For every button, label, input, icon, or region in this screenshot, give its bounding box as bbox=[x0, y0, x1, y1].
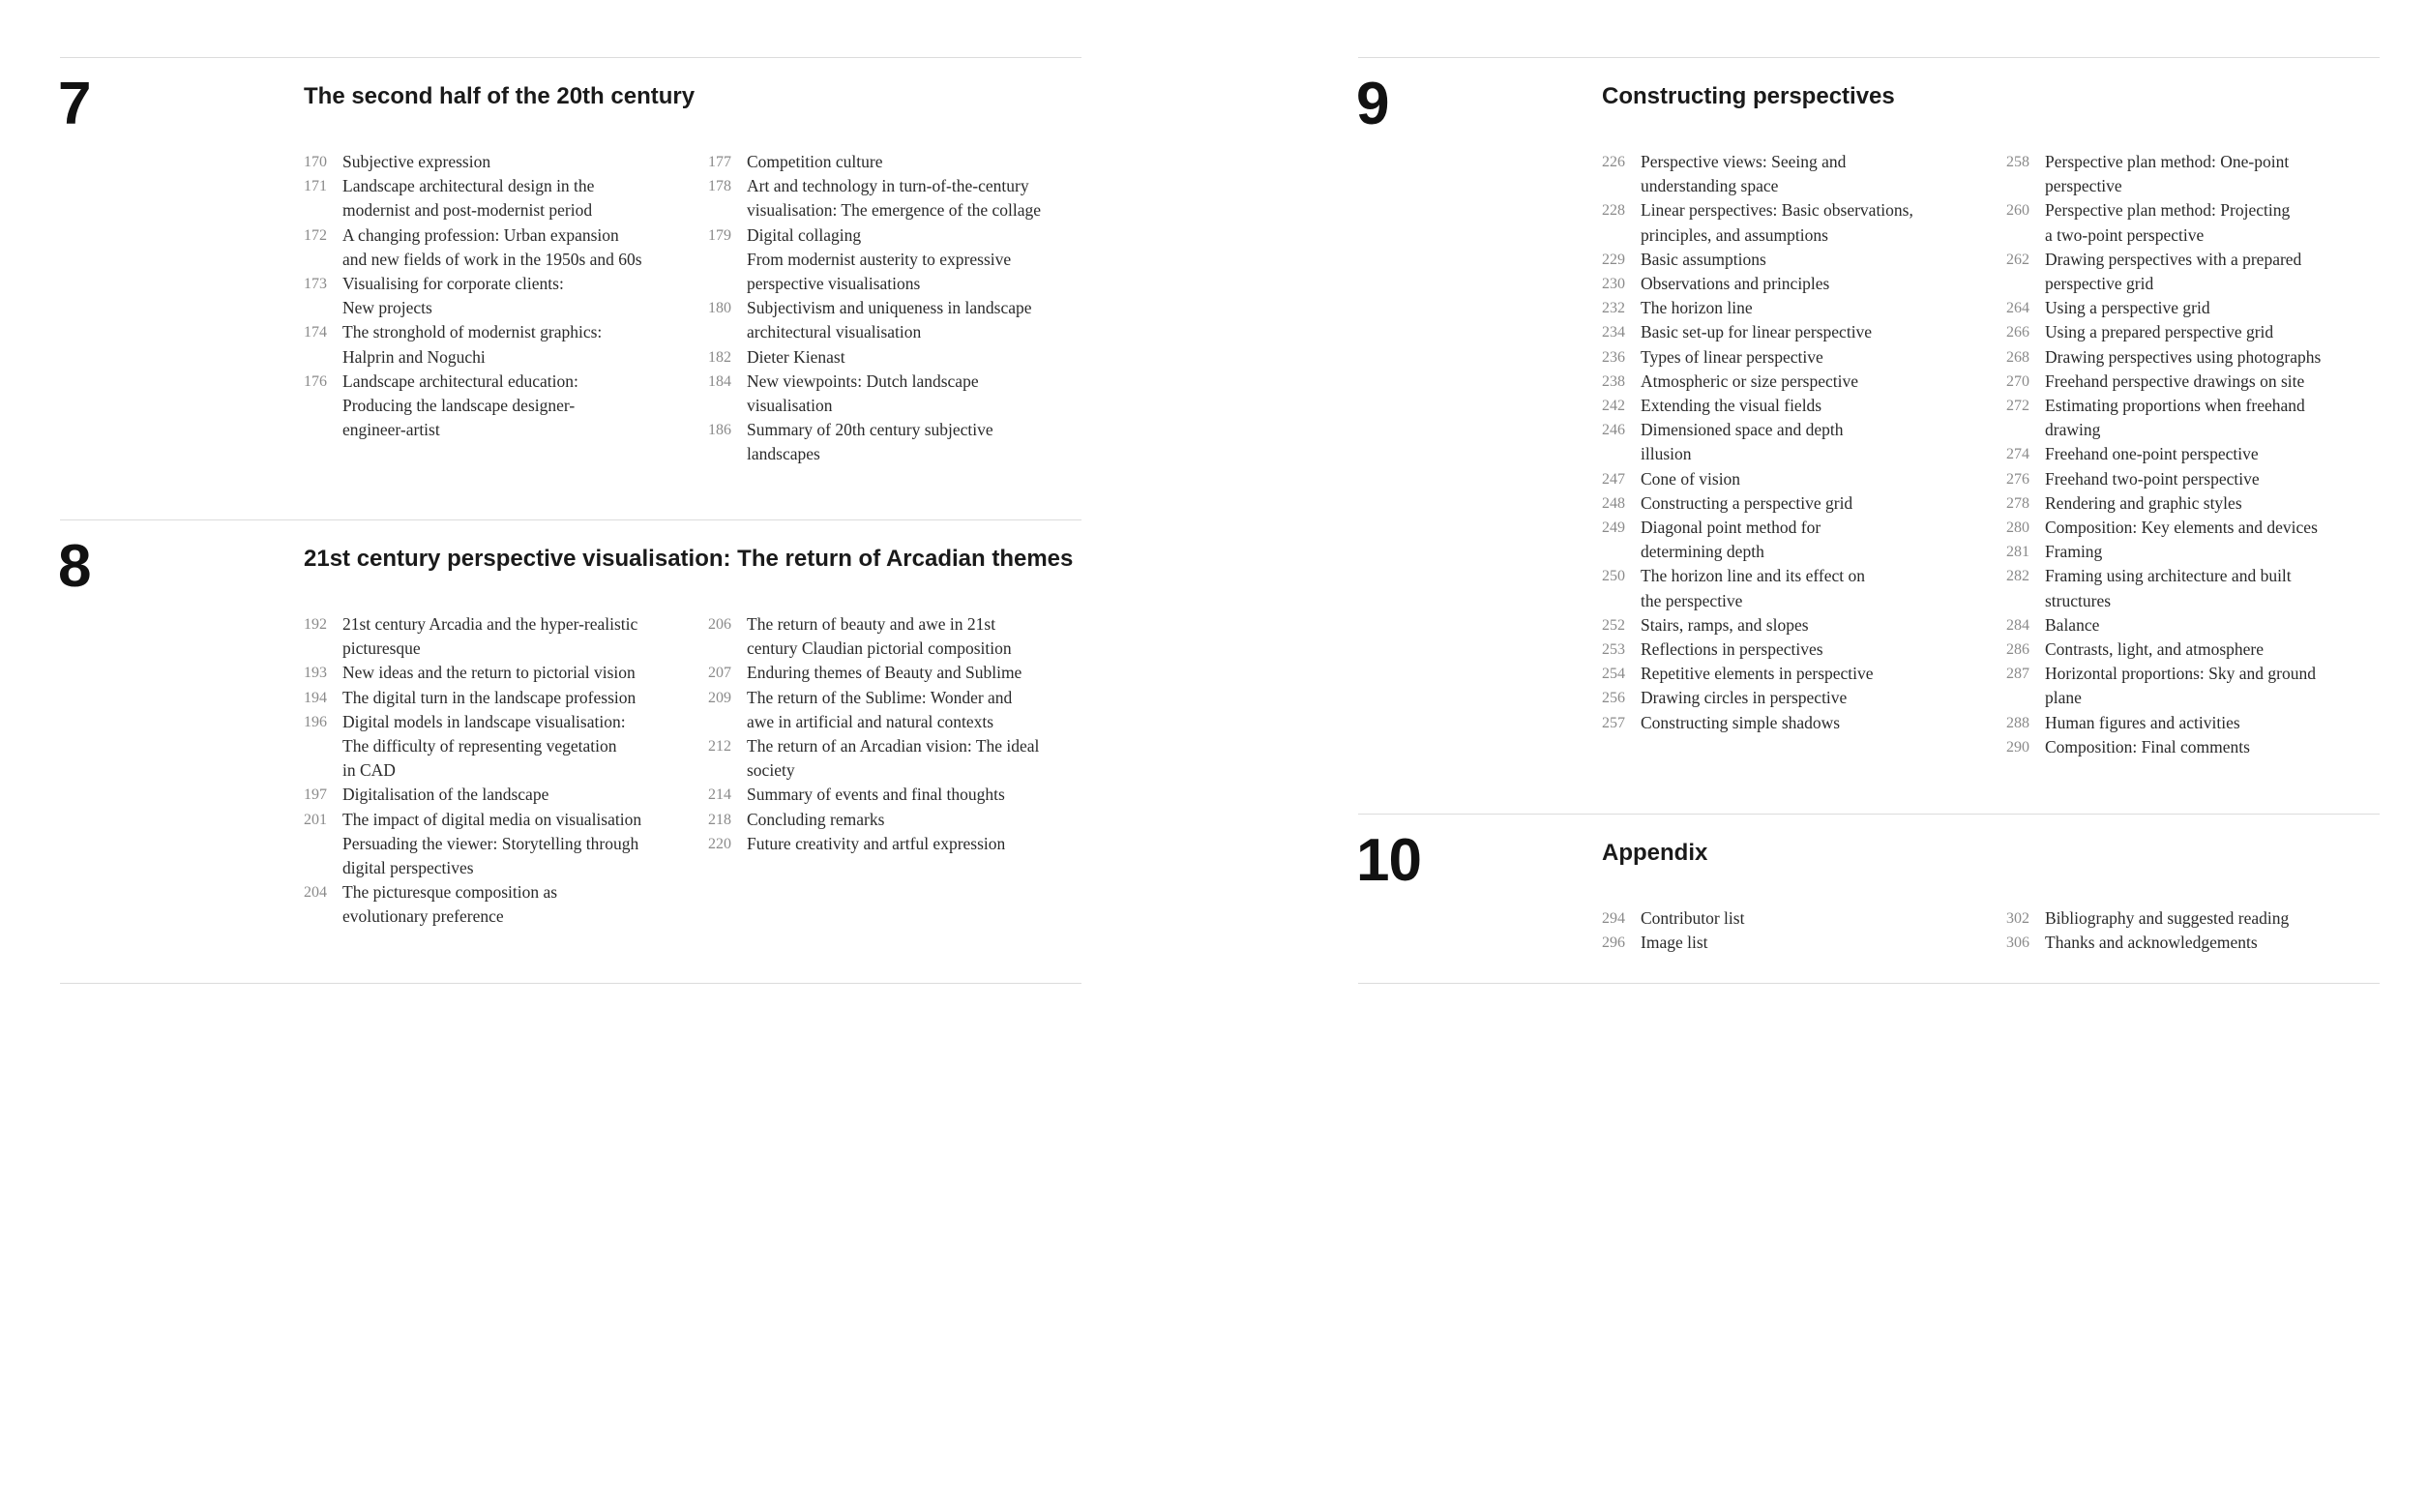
entry-title: Thanks and acknowledgements bbox=[2045, 933, 2258, 953]
entry-title: The return of an Arcadian vision: The ideal society bbox=[747, 736, 1040, 781]
toc-entry bbox=[1602, 418, 2006, 466]
toc-entry bbox=[1602, 272, 2006, 296]
entry-title: Drawing circles in perspective bbox=[1641, 688, 1848, 708]
toc-entry bbox=[708, 345, 1112, 370]
entry-title: Drawing perspectives using photographs bbox=[2045, 346, 2322, 367]
entry-title: Visualising for corporate clients: New projects bbox=[342, 274, 564, 318]
page-number: 228 bbox=[1602, 202, 1625, 220]
page-number: 201 bbox=[304, 811, 327, 828]
toc-entry bbox=[1602, 516, 2006, 564]
entry-title: Concluding remarks bbox=[747, 809, 885, 829]
chapter-title: The second half of the 20th century bbox=[304, 83, 696, 109]
toc-entry bbox=[1602, 711, 2006, 735]
toc-entry bbox=[304, 710, 708, 784]
toc-entry bbox=[1602, 931, 2006, 955]
entry-title: Perspective views: Seeing and understanding space bbox=[1641, 152, 1847, 196]
entry-title: Estimating proportions when freehand drawing bbox=[2045, 396, 2305, 440]
toc-entry bbox=[708, 150, 1112, 174]
entry-title: Framing bbox=[2045, 542, 2103, 562]
entry-title: Perspective plan method: One-point perspective bbox=[2045, 152, 2290, 196]
entry-title: Cone of vision bbox=[1641, 468, 1741, 489]
toc-entry bbox=[1602, 198, 2006, 247]
entry-title: Reflections in perspectives bbox=[1641, 639, 1823, 660]
toc-entry bbox=[304, 808, 708, 881]
entry-title: Contributor list bbox=[1641, 908, 1745, 928]
page-number: 207 bbox=[708, 665, 731, 682]
page-number: 282 bbox=[2006, 568, 2029, 585]
toc-entry bbox=[1602, 370, 2006, 394]
page-number: 256 bbox=[1602, 690, 1625, 707]
page-number: 192 bbox=[304, 616, 327, 633]
toc-entry bbox=[304, 174, 708, 222]
page-number: 193 bbox=[304, 665, 327, 682]
toc-entry bbox=[1602, 150, 2006, 198]
toc-entry bbox=[708, 612, 1112, 661]
entry-title: Using a prepared perspective grid bbox=[2045, 322, 2274, 342]
toc-entry bbox=[2006, 637, 2411, 662]
entry-title: Using a perspective grid bbox=[2045, 298, 2210, 318]
toc-entry bbox=[2006, 906, 2411, 931]
toc-entry bbox=[708, 296, 1112, 344]
toc-entry bbox=[2006, 613, 2411, 637]
page-number: 218 bbox=[708, 811, 731, 828]
entry-title: Constructing a perspective grid bbox=[1641, 492, 1853, 513]
toc-entry bbox=[2006, 711, 2411, 735]
chapter-number: 9 bbox=[1356, 71, 1389, 137]
page-number: 302 bbox=[2006, 910, 2029, 927]
entry-title: Freehand perspective drawings on site bbox=[2045, 371, 2305, 391]
toc-columns bbox=[304, 150, 1112, 467]
page-number: 274 bbox=[2006, 446, 2029, 463]
page-number: 242 bbox=[1602, 398, 1625, 415]
toc-entry bbox=[2006, 516, 2411, 540]
toc-entry bbox=[1602, 296, 2006, 320]
page-number: 266 bbox=[2006, 324, 2029, 341]
toc-entry bbox=[708, 418, 1112, 466]
entry-title: Digital models in landscape visualisation: The difficulty of representing vegetation in CAD bbox=[342, 711, 626, 781]
page-number: 214 bbox=[708, 786, 731, 804]
divider bbox=[60, 57, 1081, 58]
entry-title: A changing profession: Urban expansion and new fields of work in the 1950s and 60s bbox=[342, 224, 642, 269]
entry-title: The horizon line and its effect on the perspective bbox=[1641, 566, 1865, 610]
toc-entry bbox=[1602, 394, 2006, 418]
toc-entry bbox=[708, 832, 1112, 856]
toc-column bbox=[2006, 150, 2411, 759]
chapter-number: 8 bbox=[58, 533, 91, 600]
page-number: 278 bbox=[2006, 494, 2029, 512]
toc-column bbox=[1602, 150, 2006, 759]
entry-title: Art and technology in turn-of-the-century visualisation: The emergence of the collage bbox=[747, 176, 1042, 221]
toc-column bbox=[304, 150, 708, 467]
chapter-title: 21st century perspective visualisation: The return of Arcadian themes bbox=[304, 546, 1074, 572]
toc-entry bbox=[304, 150, 708, 174]
page-number: 171 bbox=[304, 178, 327, 195]
entry-title: Atmospheric or size perspective bbox=[1641, 371, 1858, 391]
page-number: 270 bbox=[2006, 372, 2029, 390]
page-number: 247 bbox=[1602, 470, 1625, 488]
entry-title: Extending the visual fields bbox=[1641, 396, 1822, 416]
entry-title: Future creativity and artful expression bbox=[747, 833, 1006, 853]
toc-columns bbox=[304, 612, 1112, 930]
page-number: 177 bbox=[708, 154, 731, 170]
entry-title: Balance bbox=[2045, 614, 2100, 635]
page-number: 281 bbox=[2006, 544, 2029, 561]
page-number: 290 bbox=[2006, 738, 2029, 756]
entry-title: Human figures and activities bbox=[2045, 712, 2240, 732]
toc-entry bbox=[2006, 442, 2411, 466]
page-number: 173 bbox=[304, 276, 327, 293]
toc-column bbox=[304, 612, 708, 930]
page-number: 280 bbox=[2006, 519, 2029, 537]
toc-entry bbox=[304, 370, 708, 443]
divider bbox=[60, 519, 1081, 520]
toc-entry bbox=[1602, 637, 2006, 662]
chapter-10-section bbox=[1358, 814, 2380, 984]
entry-title: Freehand two-point perspective bbox=[2045, 468, 2260, 489]
toc-entry bbox=[2006, 394, 2411, 442]
toc-entry bbox=[2006, 564, 2411, 612]
entry-title: The return of beauty and awe in 21st century Claudian pictorial composition bbox=[747, 614, 1012, 659]
toc-entry bbox=[304, 320, 708, 369]
entry-title: Digitalisation of the landscape bbox=[342, 785, 549, 805]
toc-column bbox=[708, 612, 1112, 930]
page-number: 182 bbox=[708, 348, 731, 366]
toc-column bbox=[708, 150, 1112, 467]
toc-columns bbox=[1602, 906, 2411, 955]
entry-title: Summary of 20th century subjective landscapes bbox=[747, 420, 993, 464]
page-number: 226 bbox=[1602, 154, 1625, 170]
toc-entry bbox=[708, 686, 1112, 734]
entry-title: 21st century Arcadia and the hyper-realistic picturesque bbox=[342, 614, 638, 659]
entry-title: Drawing perspectives with a prepared perspective grid bbox=[2045, 249, 2302, 294]
page-number: 246 bbox=[1602, 422, 1625, 439]
page-number: 220 bbox=[708, 835, 731, 852]
entry-title: The return of the Sublime: Wonder and awe in artificial and natural contexts bbox=[747, 687, 1013, 731]
page-number: 272 bbox=[2006, 398, 2029, 415]
entry-title: Diagonal point method for determining depth bbox=[1641, 518, 1821, 562]
entry-title: Basic set-up for linear perspective bbox=[1641, 322, 1873, 342]
toc-entry bbox=[2006, 370, 2411, 394]
chapter-8-section bbox=[60, 519, 1081, 984]
divider bbox=[60, 983, 1081, 984]
page-number: 287 bbox=[2006, 666, 2029, 683]
page-number: 286 bbox=[2006, 641, 2029, 659]
page-number: 170 bbox=[304, 154, 327, 170]
toc-entry bbox=[2006, 198, 2411, 247]
chapter-9-section bbox=[1358, 57, 2380, 814]
page-number: 174 bbox=[304, 324, 327, 341]
page-number: 262 bbox=[2006, 251, 2029, 268]
page-number: 197 bbox=[304, 786, 327, 804]
page-number: 264 bbox=[2006, 300, 2029, 317]
entry-title: The horizon line bbox=[1641, 298, 1753, 318]
entry-title: New ideas and the return to pictorial vision bbox=[342, 663, 636, 683]
page-number: 276 bbox=[2006, 470, 2029, 488]
entry-title: Dieter Kienast bbox=[747, 346, 845, 367]
toc-entry bbox=[1602, 613, 2006, 637]
toc-entry bbox=[2006, 662, 2411, 710]
entry-title: Image list bbox=[1641, 933, 1708, 953]
page-number: 248 bbox=[1602, 494, 1625, 512]
entry-title: The stronghold of modernist graphics: Halprin and Noguchi bbox=[342, 322, 603, 367]
page-number: 260 bbox=[2006, 202, 2029, 220]
entry-title: New viewpoints: Dutch landscape visualisation bbox=[747, 371, 979, 416]
entry-title: Subjectivism and uniqueness in landscape architectural visualisation bbox=[747, 298, 1032, 342]
page-number: 176 bbox=[304, 372, 327, 390]
page-number: 254 bbox=[1602, 666, 1625, 683]
page-number: 257 bbox=[1602, 714, 1625, 731]
page-number: 268 bbox=[2006, 348, 2029, 366]
toc-entry bbox=[304, 880, 708, 929]
page-number: 253 bbox=[1602, 641, 1625, 659]
entry-title: The impact of digital media on visualisation Persuading the viewer: Storytelling through digital perspectives bbox=[342, 809, 642, 878]
toc-columns bbox=[1602, 150, 2411, 759]
entry-title: Contrasts, light, and atmosphere bbox=[2045, 639, 2265, 660]
toc-column bbox=[2006, 906, 2411, 955]
entry-title: Freehand one-point perspective bbox=[2045, 444, 2259, 464]
toc-entry bbox=[2006, 248, 2411, 296]
toc-entry bbox=[304, 223, 708, 272]
page-number: 180 bbox=[708, 300, 731, 317]
entry-title: Composition: Key elements and devices bbox=[2045, 518, 2318, 538]
page-number: 296 bbox=[1602, 934, 1625, 952]
toc-entry bbox=[2006, 467, 2411, 491]
page-number: 238 bbox=[1602, 372, 1625, 390]
chapter-title: Appendix bbox=[1602, 840, 1708, 866]
toc-entry bbox=[1602, 467, 2006, 491]
toc-entry bbox=[708, 734, 1112, 783]
page-number: 234 bbox=[1602, 324, 1625, 341]
toc-entry bbox=[2006, 931, 2411, 955]
toc-entry bbox=[304, 661, 708, 685]
entry-title: Linear perspectives: Basic observations, principles, and assumptions bbox=[1641, 200, 1913, 245]
chapter-number: 7 bbox=[58, 71, 91, 137]
entry-title: Horizontal proportions: Sky and ground plane bbox=[2045, 664, 2316, 708]
toc-entry bbox=[1602, 248, 2006, 272]
toc-entry bbox=[2006, 540, 2411, 564]
toc-entry bbox=[1602, 906, 2006, 931]
page-number: 306 bbox=[2006, 934, 2029, 952]
toc-entry bbox=[2006, 735, 2411, 759]
chapter-7-section bbox=[60, 57, 1081, 519]
entry-title: Perspective plan method: Projecting a two-point perspective bbox=[2045, 200, 2291, 245]
page-number: 288 bbox=[2006, 714, 2029, 731]
entry-title: Repetitive elements in perspective bbox=[1641, 664, 1874, 684]
page-number: 212 bbox=[708, 738, 731, 756]
page-number: 294 bbox=[1602, 910, 1625, 927]
page-number: 232 bbox=[1602, 300, 1625, 317]
toc-entry bbox=[708, 661, 1112, 685]
toc-entry bbox=[2006, 320, 2411, 344]
toc-entry bbox=[708, 370, 1112, 418]
entry-title: Digital collaging From modernist austerity to expressive perspective visualisations bbox=[747, 224, 1012, 294]
entry-title: Types of linear perspective bbox=[1641, 346, 1823, 367]
toc-entry bbox=[708, 174, 1112, 222]
page-number: 252 bbox=[1602, 616, 1625, 634]
page-number: 172 bbox=[304, 226, 327, 244]
toc-entry bbox=[708, 783, 1112, 807]
page-number: 229 bbox=[1602, 251, 1625, 268]
page-number: 250 bbox=[1602, 568, 1625, 585]
page-number: 204 bbox=[304, 884, 327, 902]
toc-entry bbox=[708, 223, 1112, 297]
toc-column bbox=[1602, 906, 2006, 955]
page-number: 258 bbox=[2006, 154, 2029, 170]
page-number: 184 bbox=[708, 372, 731, 390]
chapter-number: 10 bbox=[1356, 827, 1421, 894]
page-number: 209 bbox=[708, 689, 731, 706]
page-number: 249 bbox=[1602, 519, 1625, 537]
entry-title: Stairs, ramps, and slopes bbox=[1641, 614, 1809, 635]
divider bbox=[1358, 814, 2380, 815]
entry-title: The picturesque composition as evolutionary preference bbox=[342, 882, 558, 927]
toc-entry bbox=[2006, 491, 2411, 516]
divider bbox=[1358, 57, 2380, 58]
entry-title: Dimensioned space and depth illusion bbox=[1641, 420, 1844, 464]
page-number: 284 bbox=[2006, 616, 2029, 634]
entry-title: Bibliography and suggested reading bbox=[2045, 908, 2290, 928]
page-number: 179 bbox=[708, 226, 731, 244]
entry-title: Subjective expression bbox=[342, 152, 491, 171]
page-number: 230 bbox=[1602, 276, 1625, 293]
divider bbox=[1358, 983, 2380, 984]
page-number: 186 bbox=[708, 422, 731, 439]
toc-entry bbox=[1602, 345, 2006, 370]
entry-title: Enduring themes of Beauty and Sublime bbox=[747, 663, 1022, 683]
toc-entry bbox=[304, 272, 708, 320]
entry-title: The digital turn in the landscape profession bbox=[342, 687, 637, 707]
page-number: 206 bbox=[708, 616, 731, 633]
entry-title: Rendering and graphic styles bbox=[2045, 492, 2242, 513]
toc-entry bbox=[2006, 296, 2411, 320]
page-number: 196 bbox=[304, 713, 327, 730]
toc-entry bbox=[304, 612, 708, 661]
entry-title: Landscape architectural education: Producing the landscape designer- engineer-artist bbox=[342, 371, 578, 440]
entry-title: Framing using architecture and built structures bbox=[2045, 566, 2292, 610]
toc-entry bbox=[708, 808, 1112, 832]
entry-title: Summary of events and final thoughts bbox=[747, 785, 1005, 805]
toc-entry bbox=[2006, 150, 2411, 198]
toc-entry bbox=[1602, 686, 2006, 710]
toc-entry bbox=[1602, 564, 2006, 612]
chapter-title: Constructing perspectives bbox=[1602, 83, 1895, 109]
toc-entry bbox=[1602, 662, 2006, 686]
entry-title: Observations and principles bbox=[1641, 274, 1830, 294]
entry-title: Landscape architectural design in the modernist and post-modernist period bbox=[342, 176, 595, 221]
entry-title: Constructing simple shadows bbox=[1641, 712, 1841, 732]
page-number: 194 bbox=[304, 689, 327, 706]
page-number: 178 bbox=[708, 178, 731, 195]
entry-title: Competition culture bbox=[747, 152, 883, 171]
toc-entry bbox=[304, 686, 708, 710]
entry-title: Basic assumptions bbox=[1641, 249, 1766, 269]
entry-title: Composition: Final comments bbox=[2045, 736, 2250, 756]
toc-entry bbox=[1602, 491, 2006, 516]
toc-entry bbox=[2006, 345, 2411, 370]
toc-entry bbox=[1602, 320, 2006, 344]
toc-entry bbox=[304, 783, 708, 807]
page-number: 236 bbox=[1602, 348, 1625, 366]
